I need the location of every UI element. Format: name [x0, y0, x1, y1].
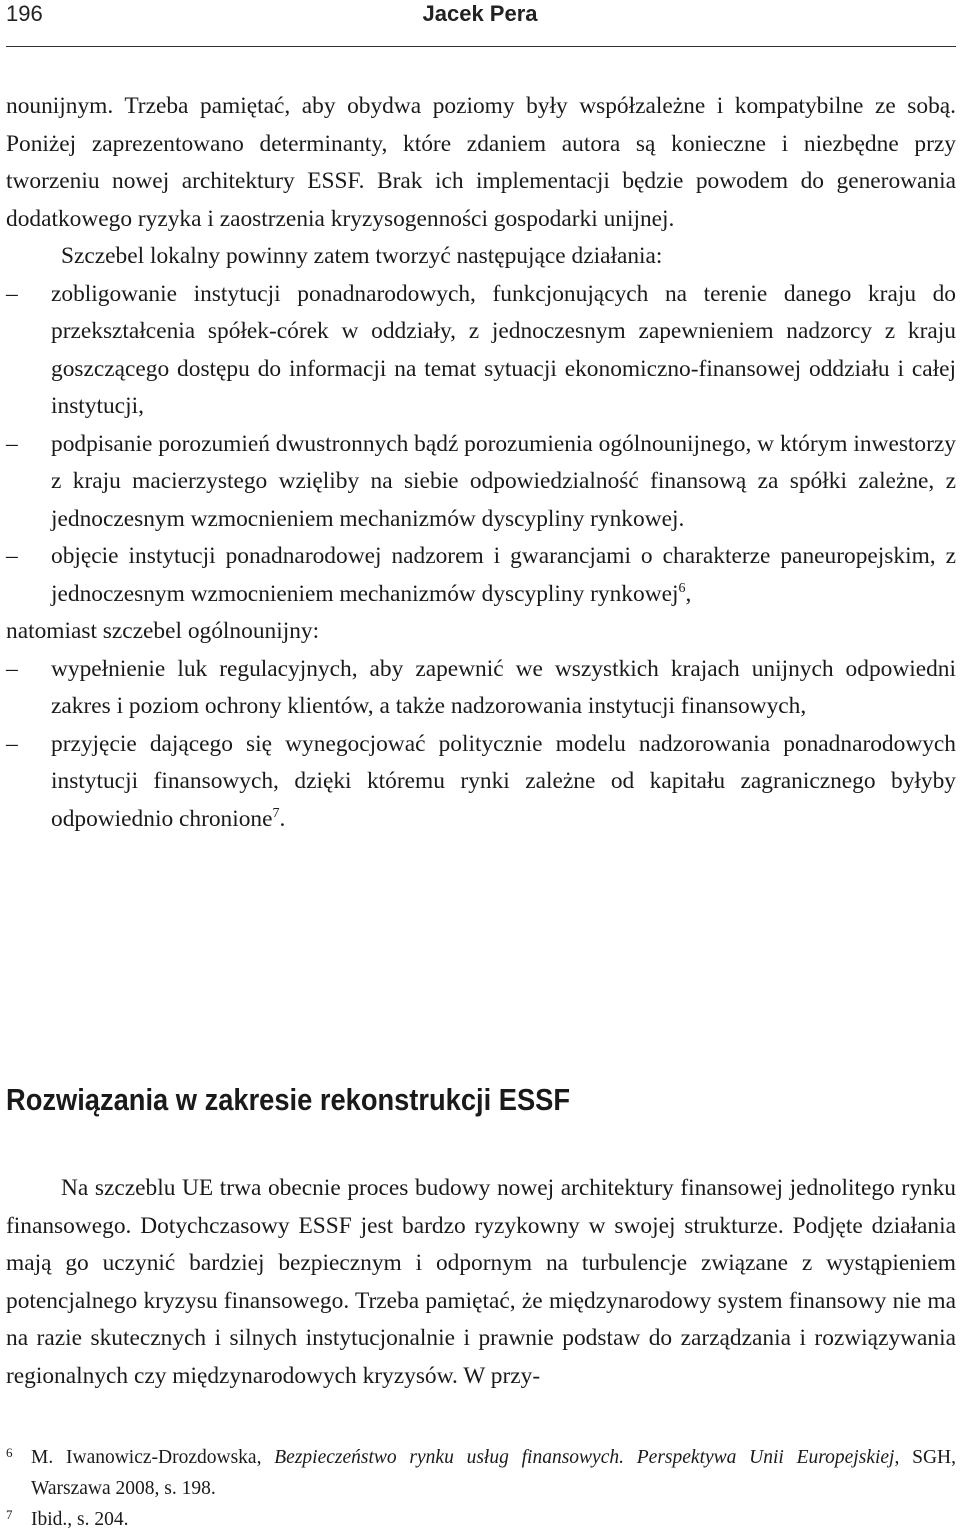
- local-measures-list: [6, 276, 956, 614]
- footnote-text: Ibid., s. 204.: [31, 1509, 129, 1530]
- section-heading: Rozwiązania w zakresie rekonstrukcji ESSF: [6, 1082, 571, 1117]
- dash-bullet: –: [6, 543, 18, 569]
- list-item-tail: .: [279, 805, 286, 832]
- dash-bullet: –: [6, 430, 18, 457]
- list-item: [6, 276, 956, 426]
- page-number: 196: [6, 1, 43, 26]
- list-item: [6, 726, 956, 839]
- footnote-ref-6[interactable]: 6: [678, 580, 686, 596]
- list-item-text: zobligowanie instytucji ponadnarodowych, funkcjonujących na terenie danego kraju do przekształcenia spółek-córek w oddziały, z jednoczesnym zapewnieniem nadzorcy z kraju goszczącego dostępu do informacji na temat sytuacji ekonomiczno-finansowej oddziału i całej instytucji,: [51, 280, 956, 419]
- dash-bullet: –: [6, 655, 18, 682]
- list-item-text: podpisanie porozumień dwustronnych bądź porozumienia ogólnounijnego, w którym inwestorzy z kraju macierzystego wzięliby na siebie odpowiedzialność finansową za spółki zależne, z jednoczesnym wzmocnieniem mechanizmów dyscypliny rynkowej.: [51, 430, 956, 532]
- paragraph-eu-level: natomiast szczebel ogólnounijny:: [6, 618, 320, 644]
- list-item: [6, 651, 956, 726]
- list-item-text: przyjęcie dającego się wynegocjować politycznie modelu nadzorowania ponadnarodowych instytucji finansowych, dzięki któremu rynki zależne od kapitału zagranicznego byłyby odpowiednio chronione: [51, 730, 956, 832]
- dash-bullet: –: [6, 280, 18, 307]
- paragraph-intro: nounijnym. Trzeba pamiętać, aby obydwa poziomy były współzależne i kompatybilne ze sobą. Poniżej zaprezentowano determinanty, które zdaniem autora są konieczne i niezbędne przy tworzeniu nowej architektury ESSF. Brak ich implementacji będzie powodem do generowania dodatkowego ryzyka i zaostrzenia kryzysogenności gospodarki unijnej.: [6, 93, 956, 232]
- list-item-tail: ,: [685, 580, 692, 607]
- list-item: [6, 426, 956, 539]
- paragraph-local-level: Szczebel lokalny powinny zatem tworzyć następujące działania:: [61, 243, 663, 269]
- footnote-title: Bezpieczeństwo rynku usług finansowych. Perspektywa Unii Europejskiej: [274, 1447, 895, 1468]
- footnote-ref-7[interactable]: 7: [272, 805, 280, 821]
- list-item: [6, 538, 956, 613]
- main-text: [6, 88, 956, 838]
- list-item-text: wypełnienie luk regulacyjnych, aby zapewnić we wszystkich krajach unijnych odpowiedni zakres i poziom ochrony klientów, a także nadzorowania instytucji finansowych,: [51, 655, 956, 719]
- footnote-number: 6: [6, 1445, 13, 1460]
- footnote-7: [6, 1504, 956, 1535]
- footnote-number: 7: [6, 1507, 13, 1522]
- footnote-details: , SGH, Warszawa 2008, s. 198.: [31, 1447, 957, 1499]
- section-text: [6, 1170, 956, 1395]
- dash-bullet: –: [6, 730, 18, 757]
- running-head-author: Jacek Pera: [422, 1, 538, 26]
- footnote-6: [6, 1442, 956, 1504]
- footnote-author: M. Iwanowicz-Drozdowska,: [31, 1447, 275, 1468]
- eu-measures-list: [6, 651, 956, 839]
- header-rule: [6, 46, 956, 47]
- running-head: [0, 0, 960, 40]
- footnotes: [6, 1442, 956, 1535]
- paragraph-reconstruction: Na szczeblu UE trwa obecnie proces budowy nowej architektury finansowej jednolitego rynku finansowego. Dotychczasowy ESSF jest bardzo ryzykowny w swojej strukturze. Podjęte działania mają go uczynić bardziej bezpiecznym i odpornym na turbulencje związane z wystąpieniem potencjalnego kryzysu finansowego. Trzeba pamiętać, że międzynarodowy system finansowy nie ma na razie skutecznych i silnych instytucjonalnie i prawnie podstaw do zarządzania i rozwiązywania regionalnych czy międzynarodowych kryzysów. W przy-: [6, 1175, 956, 1389]
- list-item-text: objęcie instytucji ponadnarodowej nadzorem i gwarancjami o charakterze paneuropejskim, z jednoczesnym wzmocnieniem mechanizmów dyscypliny rynkowej: [51, 543, 956, 607]
